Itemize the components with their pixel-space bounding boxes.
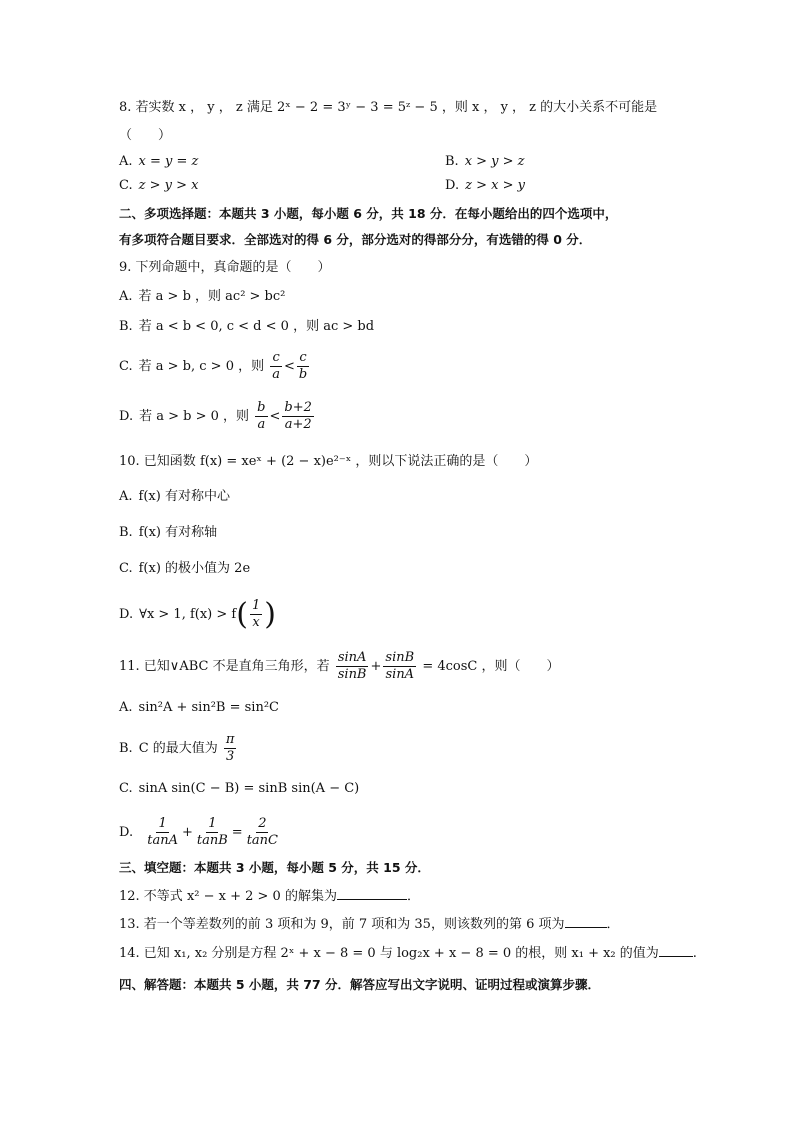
fraction-numerator: 1 [208, 816, 217, 831]
section4-heading: 四、解答题：本题共 5 小题，共 77 分．解答应写出文字说明、证明过程或演算步骤． [119, 977, 601, 992]
fraction-numerator: 1 [251, 598, 261, 613]
fraction-numerator: b [257, 400, 266, 415]
fraction-numerator: sinB [385, 650, 415, 665]
fraction [336, 650, 369, 683]
fraction-numerator: b+2 [284, 400, 312, 415]
option-label: B. [119, 525, 133, 540]
option-text: z > x > y [465, 178, 525, 193]
q11-option-a [119, 698, 279, 718]
q13-stem: 13. 若一个等差数列的前 3 项和为 9，前 7 项和为 35，则该数列的第 6 项为 [119, 917, 565, 932]
option-text: 若 a > b, c > 0 ，则 [138, 359, 265, 374]
q9-option-d [119, 400, 316, 433]
q10-option-a [119, 487, 230, 507]
option-text: f(x) 有对称中心 [138, 489, 230, 504]
option-label: B. [119, 741, 133, 756]
option-text: C 的最大值为 [138, 741, 218, 756]
option-text: 若 a < b < 0, c < d < 0 ，则 ac > bd [138, 319, 375, 334]
option-text: f(x) 的极小值为 2e [138, 561, 251, 576]
q11-option-c [119, 779, 359, 799]
answer-blank[interactable] [565, 915, 607, 928]
option-text: sinA sin(C − B) = sinB sin(A − C) [138, 781, 360, 796]
q14-stem: 14. 已知 x₁, x₂ 分别是方程 2ˣ + x − 8 = 0 与 log₂x + x − 8 = 0 的根，则 x₁ + x₂ 的值为 [119, 946, 659, 961]
q11-option-d [119, 816, 282, 849]
fraction [282, 400, 314, 433]
fraction [245, 816, 280, 849]
stem-text: 11. 已知∨ABC 不是直角三角形，若 [119, 659, 330, 674]
answer-blank[interactable] [337, 887, 407, 900]
operator: + [181, 825, 193, 840]
fraction-numerator: sinA [337, 650, 367, 665]
q9-stem: 9. 下列命题中，真命题的是（ ） [119, 260, 331, 275]
q10-option-d [119, 598, 276, 631]
option-label: A. [119, 489, 133, 504]
fraction-denominator: tanA [147, 833, 178, 848]
q9-option-c [119, 350, 311, 383]
option-text: ∀x > 1, f(x) > f [139, 607, 237, 622]
option-label: C. [119, 561, 133, 576]
q10-option-c [119, 559, 250, 579]
option-label: A. [119, 154, 133, 169]
relation: < [284, 359, 295, 374]
option-text: f(x) 有对称轴 [138, 525, 218, 540]
q8-option-b [445, 152, 525, 172]
q8-option-c [119, 176, 198, 196]
fraction-denominator: x [252, 615, 260, 630]
q12-stem: 12. 不等式 x² − x + 2 > 0 的解集为 [119, 889, 337, 904]
q13 [119, 915, 620, 935]
option-label: C. [119, 781, 133, 796]
q9-option-a [119, 287, 285, 307]
option-label: A. [119, 700, 133, 715]
option-text: 若 a > b ，则 ac² > bc² [138, 289, 286, 304]
q8-answer-paren: （ ） [119, 128, 172, 143]
relation: < [269, 409, 281, 424]
fraction [145, 816, 180, 849]
fraction-denominator: b [298, 367, 308, 382]
option-text: x = y = z [138, 154, 199, 169]
q12-end: ． [406, 889, 420, 904]
fraction-numerator: 1 [158, 816, 167, 831]
operator: = [231, 825, 243, 840]
answer-blank[interactable] [659, 944, 693, 957]
q8-stem: 8. 若实数 x ， y ， z 满足 2ˣ − 2 = 3ʸ − 3 = 5ᶻ − 5 ，则 x ， y ， z 的大小关系不可能是 [119, 100, 658, 115]
fraction-denominator: sinB [337, 667, 367, 682]
fraction-denominator: a+2 [284, 417, 312, 432]
fraction [297, 350, 309, 383]
fraction-numerator: c [272, 350, 280, 365]
fraction [270, 350, 282, 383]
q11-stem [119, 650, 559, 683]
operator: + [370, 659, 382, 674]
section2-heading: 二、多项选择题：本题共 3 小题，每小题 6 分，共 18 分．在每小题给出的四个选项中， [119, 206, 618, 221]
q8-option-d [445, 176, 525, 196]
fraction-denominator: tanC [246, 833, 278, 848]
fraction [383, 650, 416, 683]
fraction [250, 598, 262, 631]
fraction [195, 816, 230, 849]
stem-text: = 4cosC ，则（ ） [422, 659, 560, 674]
fraction [224, 732, 237, 765]
option-text: sin²A + sin²B = sin²C [138, 700, 279, 715]
option-label: B. [119, 319, 133, 334]
option-text: x > y > z [464, 154, 525, 169]
fraction-numerator: π [225, 732, 235, 747]
option-label: A. [119, 289, 133, 304]
option-label: B. [445, 154, 459, 169]
q14-end: . [692, 946, 697, 961]
section3-heading: 三、填空题：本题共 3 小题，每小题 5 分，共 15 分． [119, 860, 430, 875]
q11-option-b [119, 732, 238, 765]
q8-option-a [119, 152, 198, 172]
option-label: D. [119, 409, 134, 424]
fraction-denominator: 3 [226, 749, 235, 764]
fraction [255, 400, 267, 433]
option-label: D. [445, 178, 460, 193]
q13-end: ． [606, 917, 620, 932]
fraction-numerator: 2 [258, 816, 267, 831]
fraction-denominator: a [257, 417, 266, 432]
option-label: C. [119, 178, 133, 193]
option-label: D. [119, 825, 134, 840]
left-paren: ( [236, 596, 248, 632]
fraction-numerator: c [299, 350, 307, 365]
fraction-denominator: a [272, 367, 280, 382]
right-paren: ) [264, 596, 276, 632]
fraction-denominator: tanB [196, 833, 228, 848]
q10-option-b [119, 523, 217, 543]
q10-stem: 10. 已知函数 f(x) = xeˣ + (2 − x)e²⁻ˣ ，则以下说法正确的是（ ） [119, 454, 538, 469]
q14 [119, 944, 697, 964]
option-text: 若 a > b > 0 ，则 [139, 409, 250, 424]
option-text: z > y > x [138, 178, 199, 193]
q12 [119, 887, 420, 907]
option-label: D. [119, 607, 134, 622]
section2-instructions: 有多项符合题目要求．全部选对的得 6 分，部分选对的得部分分，有选错的得 0 分． [119, 232, 592, 247]
fraction-denominator: sinA [385, 667, 415, 682]
q9-option-b [119, 317, 374, 337]
option-label: C. [119, 359, 133, 374]
